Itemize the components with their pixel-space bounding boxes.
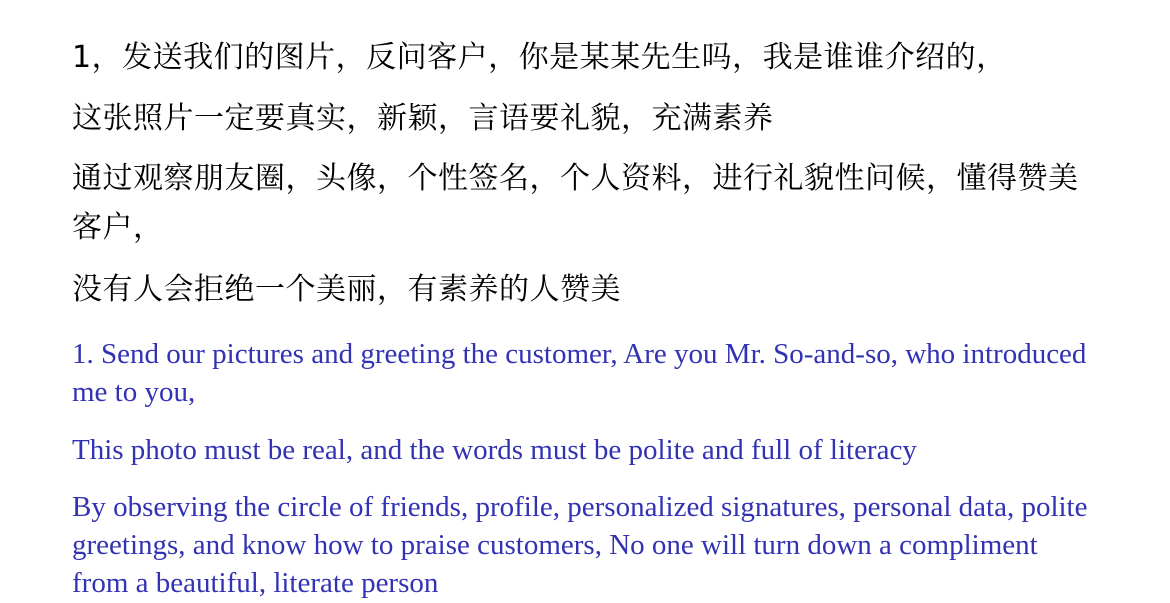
- chinese-text-block: [72, 34, 1098, 315]
- english-paragraph-1: 1. Send our pictures and greeting the customer, Are you Mr. So-and-so, who introduced me to you,: [72, 337, 1087, 409]
- english-paragraph-3: By observing the circle of friends, profile, personalized signatures, personal data, polite greetings, and know how to praise customers, No one will turn down a compliment from a beautiful, literate person: [72, 490, 1088, 600]
- chinese-line-2: 这张照片一定要真实，新颖，言语要礼貌，充满素养: [72, 100, 774, 136]
- chinese-line-1: 1，发送我们的图片，反问客户，你是某某先生吗，我是谁谁介绍的，: [72, 40, 1007, 75]
- english-text-block: [72, 335, 1098, 603]
- chinese-line-3: 通过观察朋友圈，头像，个性签名，个人资料，进行礼貌性问候，懂得赞美客户，: [72, 161, 1079, 245]
- chinese-line-4: 没有人会拒绝一个美丽，有素养的人赞美: [72, 272, 621, 308]
- english-paragraph-2: This photo must be real, and the words must be polite and full of literacy: [72, 433, 917, 466]
